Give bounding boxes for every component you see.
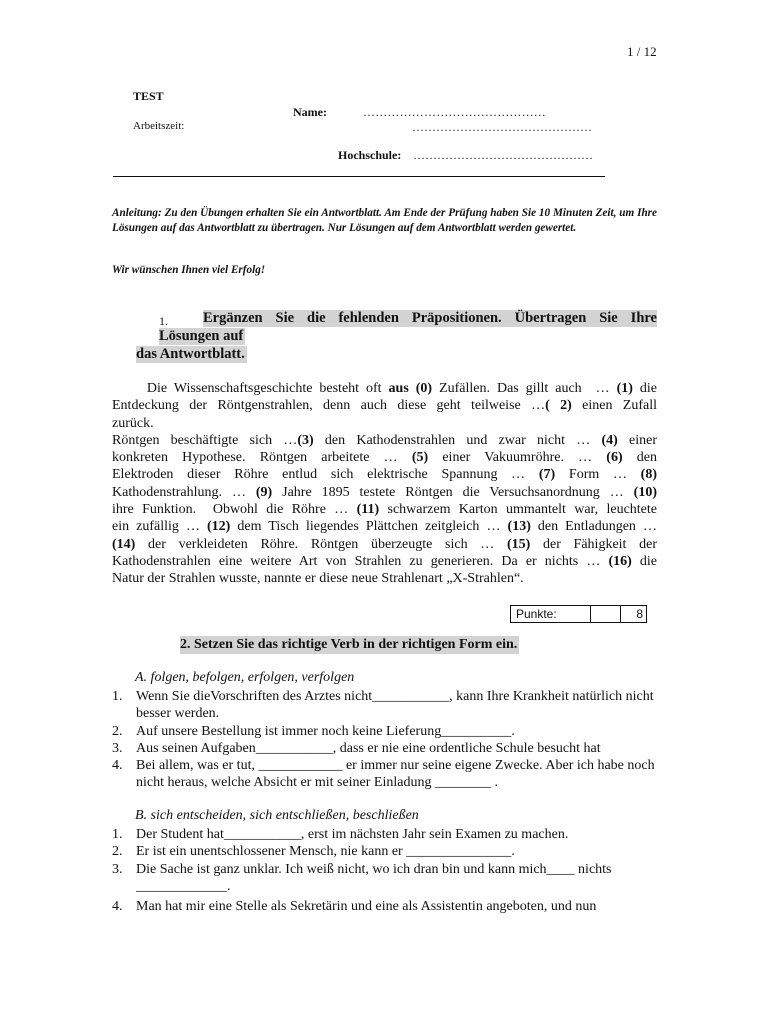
item-number: 1. [112, 827, 123, 842]
item-number: 4. [112, 899, 123, 915]
exercise2-partB-title: B. sich entscheiden, sich entschließen, beschließen [135, 808, 419, 823]
points-max: 8 [636, 607, 643, 621]
list-item [112, 688, 657, 723]
item-text: Man hat mir eine Stelle als Sekretärin und eine als Assistentin angeboten, und nun [136, 899, 597, 915]
exercise1-heading-line2: Lösungen auf [159, 328, 244, 344]
hochschule-label: Hochschule: [338, 148, 402, 162]
exercise1-text-line: ein zufällig … (12) dem Tisch liegendes Plättchen zeitgleich … (13) den Entladungen … [112, 519, 657, 535]
exercise1-text-line: Entdeckung der Röntgenstrahlen, denn auch diese geht teilweise …( 2) einen Zufall [112, 398, 658, 414]
item-text: Er ist ein unentschlossener Mensch, nie kann er _______________. [136, 844, 515, 860]
exercise1-heading-line3: das Antwortblatt. [136, 346, 245, 362]
item-number: 4. [112, 758, 123, 774]
list-item [112, 843, 657, 860]
hochschule-field[interactable]: ……………………………………… [413, 148, 593, 162]
exercise2-partA-title: A. folgen, befolgen, erfolgen, verfolgen [135, 670, 355, 685]
exercise2-heading: 2. Setzen Sie das richtige Verb in der richtigen Form ein. [180, 637, 518, 652]
item-text: Wenn Sie dieVorschriften des Arztes nicht___________, kann Ihre Krankheit natürlich nicht besser werden. [136, 689, 654, 722]
test-label: TEST [133, 89, 164, 103]
exercise1-heading-line1: Ergänzen Sie die fehlenden Präpositionen. Übertragen Sie Ihre [203, 310, 657, 326]
list-item [112, 898, 657, 915]
good-luck-text: Wir wünschen Ihnen viel Erfolg! [112, 264, 266, 276]
exercise1-heading [203, 310, 657, 327]
exercise1-text-line: Elektroden dieser Röhre entlud sich elektrische Spannung … (7) Form … (8) [112, 467, 657, 483]
page-number: 1 / 12 [627, 44, 657, 59]
list-item [112, 723, 657, 740]
exercise1-text-line: Röntgen beschäftigte sich …(3) den Kathodenstrahlen und zwar nicht … (4) einer [112, 432, 657, 448]
item-number: 3. [112, 861, 123, 877]
item-number: 2. [112, 844, 123, 860]
item-number: 1. [112, 689, 123, 704]
exercise1-text-line: Kathodenstrahlung. … (9) Jahre 1895 testete Röntgen die Versuchsanordnung … (10) [112, 484, 657, 500]
exercise1-number: 1. [159, 314, 168, 328]
list-item [112, 861, 657, 896]
exercise1-text-line: (14) der verkleideten Röhre. Röntgen überzeugte sich … (15) der Fähigkeit der [112, 536, 657, 552]
name-field[interactable]: ……………………………………… [363, 105, 546, 119]
exercise2-partA-list [112, 688, 657, 792]
item-text: Auf unsere Bestellung ist immer noch keine Lieferung__________. [136, 723, 515, 739]
exercise1-text-line: zurück. [112, 415, 154, 431]
exercise1-text-line: ihre Funktion. Obwohl die Röhre … (11) schwarzem Karton ummantelt war, leuchtete [112, 502, 657, 518]
points-box [510, 605, 647, 623]
points-label: Punkte: [511, 606, 591, 622]
instructions-text: Anleitung: Zu den Übungen erhalten Sie ein Antwortblatt. Am Ende der Prüfung haben Sie 10 Minuten Zeit, um Ihre Lösungen auf das Antwortblatt zu übertragen. Nur Lösungen auf dem Antwortblatt werden gewertet. [112, 207, 657, 234]
item-text: Aus seinen Aufgaben___________, dass er nie eine ordentliche Schule besucht hat [136, 740, 601, 756]
item-text: Die Sache ist ganz unklar. Ich weiß nicht, wo ich dran bin und kann mich____ nichts _____________. [136, 861, 612, 894]
exercise1-text [112, 380, 657, 588]
arbeitszeit-field[interactable]: ……………………………………… [412, 120, 592, 134]
header-divider [113, 176, 605, 177]
list-item [112, 826, 657, 843]
name-label: Name: [293, 105, 327, 119]
item-text: Bei allem, was er tut, ____________ er immer nur seine eigene Zwecke. Aber ich habe noch nicht heraus, welche Absicht er mit seiner Einladung ________ . [136, 758, 655, 791]
item-number: 3. [112, 740, 123, 756]
exercise1-text-line: Natur der Strahlen wusste, nannte er diese neue Strahlenart „X-Strahlen“. [112, 571, 524, 587]
exercise1-text-line: Die Wissenschaftsgeschichte besteht oft aus (0) Zufällen. Das gillt auch … (1) die [112, 381, 657, 396]
exercise1-text-line: konkreten Hypothese. Röntgen arbeitete … (5) einer Vakuumröhre. … (6) den [112, 450, 657, 466]
exercise1-text-line: Kathodenstrahlen eine weitere Art von Strahlen zu generieren. Da er nichts … (16) die [112, 553, 657, 569]
list-item [112, 740, 657, 757]
exercise2-partB-list [112, 826, 657, 915]
list-item [112, 757, 657, 792]
arbeitszeit-label: Arbeitszeit: [133, 120, 185, 132]
item-number: 2. [112, 723, 123, 739]
item-text: Der Student hat___________, erst im nächsten Jahr sein Examen zu machen. [136, 827, 569, 842]
points-input[interactable] [591, 606, 621, 622]
